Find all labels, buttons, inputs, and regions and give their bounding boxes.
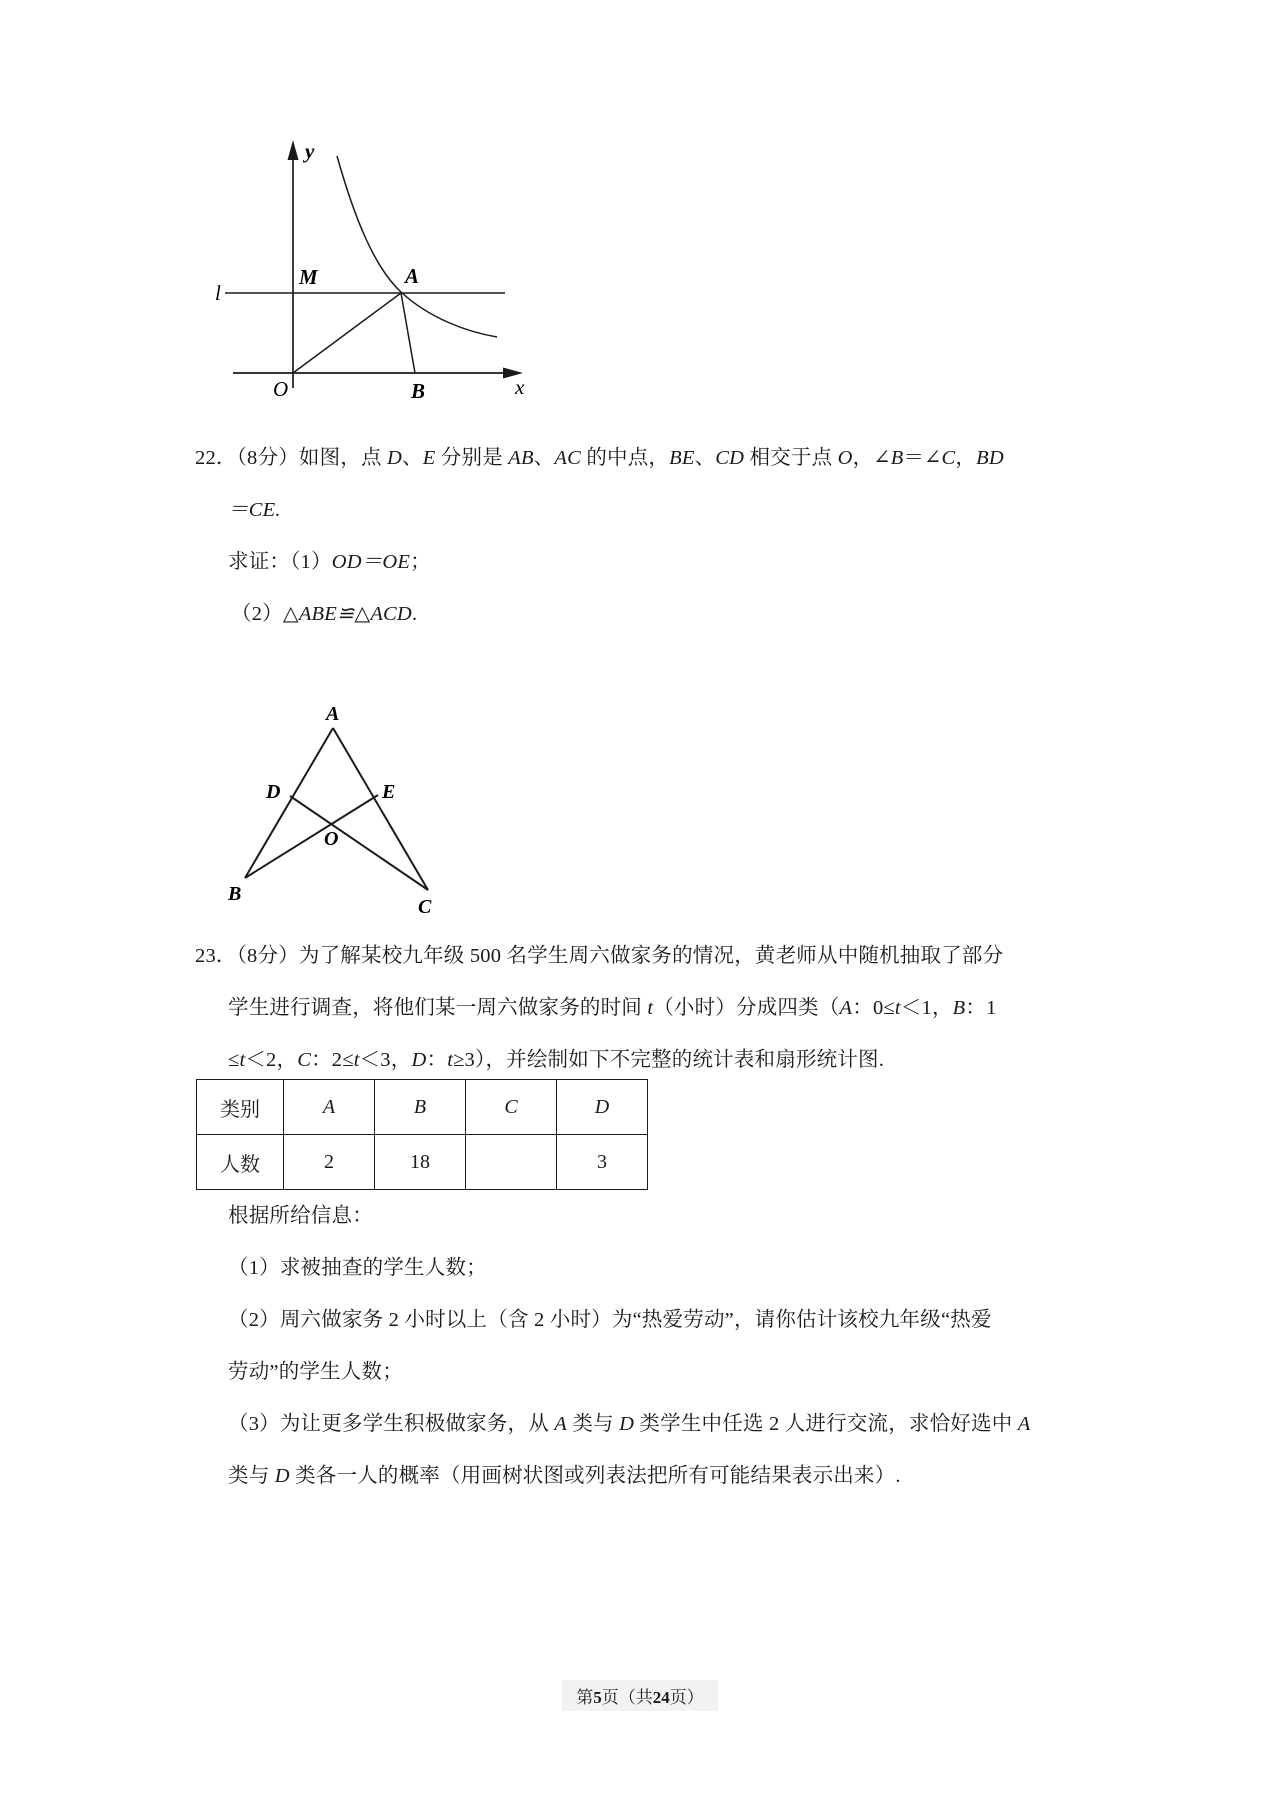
label-vertex-A: A <box>326 703 340 725</box>
q22-prove-1-expr: OD＝OE <box>331 551 411 573</box>
q22-point-O: O <box>837 447 853 469</box>
q23-s4-b: 类各一人的概率（用画树状图或列表法把所有可能结果表示出来）. <box>289 1465 901 1487</box>
q22-angle-B: B <box>890 447 904 469</box>
q22-prove-2-end: . <box>411 603 418 625</box>
figure-reciprocal-graph <box>215 128 555 428</box>
q23-s3-cat-A: A <box>554 1413 568 1435</box>
q23-s3-b: 类与 <box>567 1413 620 1435</box>
segment-AC <box>333 728 428 890</box>
q22-seg-BE: BE <box>669 447 695 469</box>
q22-sep3: 、 <box>694 447 716 469</box>
segment-AB <box>401 293 415 373</box>
label-point-D: D <box>266 781 281 803</box>
page-number-band <box>562 1680 718 1711</box>
q23-var-t2: t <box>894 997 901 1019</box>
q23-s3-cat-A2: A <box>1017 1413 1031 1435</box>
q22-text7: ，∠ <box>852 447 891 469</box>
statistics-table-wrap <box>196 1079 648 1190</box>
q22-prove-1-end: ； <box>410 551 431 573</box>
question-23-subparts <box>195 1190 1125 1502</box>
table-cell-category-C: C <box>466 1080 557 1135</box>
statistics-table <box>196 1079 648 1190</box>
q23-var-t4: t <box>353 1049 360 1071</box>
table-cell-count-A: 2 <box>284 1135 375 1190</box>
q23-l3-b: ＜2， <box>245 1049 298 1071</box>
q23-line-2 <box>195 982 1125 1034</box>
q23-l3-f: ≥3），并绘制如下不完整的统计表和扇形统计图. <box>453 1049 885 1071</box>
table-cell-category-B: B <box>375 1080 466 1135</box>
figure2-svg <box>190 700 610 925</box>
label-origin-O: O <box>273 377 289 401</box>
question-22-block <box>195 432 1125 640</box>
q22-var-E: E <box>422 447 436 469</box>
q23-l3-a: ≤ <box>228 1049 240 1071</box>
label-y-axis: y <box>305 139 315 163</box>
table-cell-count-D: 3 <box>557 1135 648 1190</box>
q23-l2-b: （小时）分成四类（ <box>653 997 840 1019</box>
segment-OA <box>293 293 401 373</box>
q23-info-label: 根据所给信息： <box>228 1205 373 1227</box>
q23-l3-c: ：2≤ <box>311 1049 354 1071</box>
footer-mid: 页（共 <box>601 1688 653 1707</box>
segment-CD <box>290 796 428 890</box>
q22-seg-AB: AB <box>508 447 534 469</box>
q22-text8: ＝∠ <box>903 447 942 469</box>
q22-line-1 <box>195 432 1125 484</box>
q23-l2-d: ＜1， <box>900 997 953 1019</box>
question-23-block <box>195 930 1125 1086</box>
q23-s3-a: （3）为让更多学生积极做家务，从 <box>228 1413 555 1435</box>
footer-total-pages: 24 <box>652 1688 670 1707</box>
hyperbola-curve <box>337 156 497 337</box>
table-cell-category-A: A <box>284 1080 375 1135</box>
q23-l3-e: ： <box>426 1049 448 1071</box>
q23-sub-3 <box>195 1398 1125 1450</box>
q23-s3-cat-D: D <box>619 1413 635 1435</box>
label-line-l: l <box>215 281 221 305</box>
label-x-axis: x <box>515 375 525 399</box>
label-point-M: M <box>299 265 318 289</box>
footer-page-number: 5 <box>593 1688 602 1707</box>
label-vertex-B: B <box>228 883 242 905</box>
q22-prove-2-label: （2） <box>231 603 283 625</box>
q23-l3-d: ＜3， <box>359 1049 412 1071</box>
table-cell-count-C <box>466 1135 557 1190</box>
q23-var-t5: t <box>447 1049 454 1071</box>
q23-var-t: t <box>647 997 654 1019</box>
q23-s4-a: 类与 <box>228 1465 275 1487</box>
q23-sub-2b: 劳动”的学生人数； <box>228 1361 403 1383</box>
segment-AB <box>245 728 333 878</box>
q23-var-t3: t <box>239 1049 246 1071</box>
label-point-O: O <box>324 828 339 850</box>
q23-l2-a: 学生进行调查，将他们某一周六做家务的时间 <box>228 997 648 1019</box>
q22-line-2 <box>195 484 1125 536</box>
table-header-category: 类别 <box>197 1080 284 1135</box>
q23-cat-A: A <box>839 997 853 1019</box>
q23-sub-2: （2）周六做家务 2 小时以上（含 2 小时）为“热爱劳动”，请你估计该校九年级“热爱 <box>228 1309 992 1331</box>
q22-text4: 的中点， <box>581 447 670 469</box>
q23-s4-cat-D: D <box>274 1465 290 1487</box>
q22-sep1: 、 <box>402 447 423 469</box>
q23-sub-1: （1）求被抽查的学生人数； <box>228 1257 487 1279</box>
q22-seg-CE: ＝CE. <box>228 499 281 521</box>
segment-BE <box>245 795 378 878</box>
q22-prefix: 22．（8分）如图，点 <box>195 447 388 469</box>
label-point-E: E <box>382 781 396 803</box>
q22-text9: ， <box>955 447 977 469</box>
page-footer <box>0 1680 1280 1711</box>
q22-seg-AC: AC <box>554 447 581 469</box>
table-cell-count-B: 18 <box>375 1135 466 1190</box>
table-cell-category-D: D <box>557 1080 648 1135</box>
table-header-count: 人数 <box>197 1135 284 1190</box>
q22-angle-C: C <box>941 447 956 469</box>
q22-seg-BD: BD <box>976 447 1004 469</box>
q22-prove-label: 求证：（1） <box>228 551 332 573</box>
q23-s3-c: 类学生中任选 2 人进行交流，求恰好选中 <box>634 1413 1018 1435</box>
q22-sep2: 、 <box>533 447 555 469</box>
q22-text6: 相交于点 <box>744 447 838 469</box>
figure1-svg <box>215 128 555 428</box>
q22-prove-line-1 <box>195 536 1125 588</box>
q23-sub-4 <box>195 1450 1125 1502</box>
y-axis-arrowhead <box>288 140 299 160</box>
label-point-A: A <box>405 264 420 288</box>
figure-triangle-abc <box>190 700 610 925</box>
q23-cat-D: D <box>411 1049 427 1071</box>
q22-text2: 分别是 <box>435 447 509 469</box>
q23-cat-B: B <box>952 997 966 1019</box>
q23-l2-e: ：1 <box>965 997 997 1019</box>
table-row-counts <box>197 1135 648 1190</box>
label-point-B: B <box>411 379 426 403</box>
label-vertex-C: C <box>418 896 432 918</box>
q22-seg-CD: CD <box>715 447 745 469</box>
q23-l2-c: ：0≤ <box>852 997 895 1019</box>
table-row-categories <box>197 1080 648 1135</box>
q22-prove-2-expr: △ABE≌△ACD <box>282 603 412 625</box>
q22-var-D: D <box>387 447 403 469</box>
q23-cat-C: C <box>297 1049 312 1071</box>
q22-prove-line-2 <box>195 588 1125 640</box>
footer-suffix: 页） <box>669 1688 704 1707</box>
footer-prefix: 第 <box>576 1688 594 1707</box>
q23-line-1: 23．（8分）为了解某校九年级 500 名学生周六做家务的情况，黄老师从中随机抽取了部分 <box>195 945 1004 967</box>
